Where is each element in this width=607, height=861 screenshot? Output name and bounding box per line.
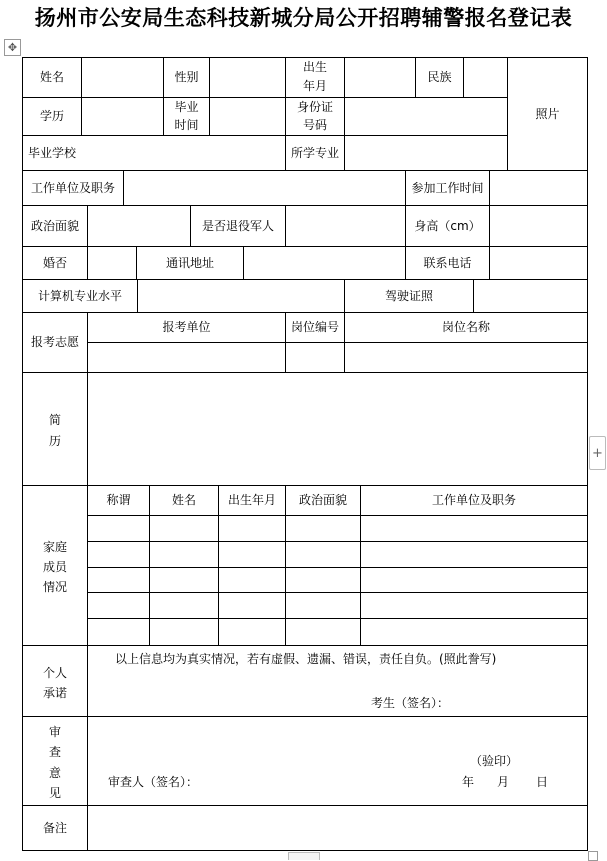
move-handle-icon[interactable]: ✥ bbox=[4, 39, 21, 56]
family-cell[interactable] bbox=[286, 516, 360, 541]
post-code-field[interactable] bbox=[286, 343, 344, 372]
plus-icon[interactable]: + bbox=[589, 436, 606, 470]
name-field[interactable] bbox=[82, 58, 163, 97]
label-post-name: 岗位名称 bbox=[441, 320, 490, 334]
family-header-work: 工作单位及职务 bbox=[431, 493, 516, 507]
label-application: 报考志愿 bbox=[30, 335, 79, 349]
family-header-birth: 出生年月 bbox=[227, 493, 276, 507]
family-cell[interactable] bbox=[361, 516, 587, 541]
work-unit-field[interactable] bbox=[124, 171, 405, 205]
seal-label: （验印） bbox=[470, 754, 519, 768]
ethnicity-field[interactable] bbox=[464, 58, 507, 97]
label-resume-1: 简 bbox=[48, 412, 61, 427]
label-promise-1: 个人 bbox=[42, 665, 67, 680]
id-number-field[interactable] bbox=[345, 98, 507, 135]
phone-field[interactable] bbox=[490, 247, 587, 279]
date-month-label: 月 bbox=[497, 775, 510, 789]
label-graduate-1: 毕业 bbox=[174, 99, 199, 114]
family-cell[interactable] bbox=[219, 542, 285, 567]
family-cell[interactable] bbox=[219, 568, 285, 592]
license-field[interactable] bbox=[474, 280, 587, 312]
family-cell[interactable] bbox=[150, 619, 218, 645]
reviewer-signature-label: 审查人（签名）： bbox=[108, 775, 199, 789]
label-family-1: 家庭 bbox=[42, 539, 67, 554]
label-computer: 计算机专业水平 bbox=[37, 288, 122, 303]
label-major: 所学专业 bbox=[290, 145, 339, 160]
family-cell[interactable] bbox=[286, 568, 360, 592]
family-cell[interactable] bbox=[219, 593, 285, 618]
family-cell[interactable] bbox=[361, 593, 587, 618]
label-review-2: 查 bbox=[48, 744, 61, 759]
promise-text: 以上信息均为真实情况，若有虚假、遗漏、错误，责任自负。(照此誊写) bbox=[115, 652, 497, 666]
graduation-time-field[interactable] bbox=[210, 98, 285, 135]
label-id-2: 号码 bbox=[302, 117, 327, 132]
height-field[interactable] bbox=[490, 206, 587, 246]
table-line bbox=[22, 645, 588, 646]
veteran-field[interactable] bbox=[286, 206, 405, 246]
label-birth-1: 出生 bbox=[302, 60, 327, 74]
label-resume-2: 历 bbox=[48, 433, 61, 448]
table-line bbox=[22, 850, 588, 851]
label-promise-2: 承诺 bbox=[42, 685, 67, 700]
family-cell[interactable] bbox=[88, 593, 149, 618]
family-cell[interactable] bbox=[88, 568, 149, 592]
school-field[interactable] bbox=[82, 136, 285, 170]
table-line bbox=[22, 716, 588, 717]
family-cell[interactable] bbox=[150, 516, 218, 541]
resize-handle-icon[interactable] bbox=[588, 851, 598, 861]
education-field[interactable] bbox=[82, 98, 163, 135]
label-veteran: 是否退役军人 bbox=[201, 218, 274, 233]
marital-field[interactable] bbox=[88, 247, 136, 279]
family-header-political: 政治面貌 bbox=[298, 493, 347, 507]
label-education: 学历 bbox=[39, 109, 64, 123]
remarks-field[interactable] bbox=[88, 806, 587, 850]
major-field[interactable] bbox=[345, 136, 507, 170]
gender-field[interactable] bbox=[210, 58, 285, 97]
label-political: 政治面貌 bbox=[30, 218, 79, 233]
family-cell[interactable] bbox=[150, 593, 218, 618]
family-cell[interactable] bbox=[88, 619, 149, 645]
table-line bbox=[587, 57, 588, 851]
label-name: 姓名 bbox=[39, 70, 64, 84]
family-cell[interactable] bbox=[88, 542, 149, 567]
label-school: 毕业学校 bbox=[27, 145, 76, 160]
computer-field[interactable] bbox=[138, 280, 344, 312]
political-field[interactable] bbox=[88, 206, 190, 246]
label-height: 身高（cm） bbox=[414, 218, 481, 233]
work-start-field[interactable] bbox=[490, 171, 587, 205]
label-graduate-2: 时间 bbox=[174, 117, 199, 132]
family-cell[interactable] bbox=[361, 542, 587, 567]
label-gender: 性别 bbox=[174, 70, 199, 84]
family-cell[interactable] bbox=[361, 568, 587, 592]
label-remarks: 备注 bbox=[42, 820, 67, 835]
date-year-label: 年 bbox=[462, 775, 475, 789]
birth-field[interactable] bbox=[345, 58, 415, 97]
family-header-name: 姓名 bbox=[171, 493, 196, 507]
label-family-2: 成员 bbox=[42, 559, 67, 574]
address-field[interactable] bbox=[244, 247, 405, 279]
apply-unit-field[interactable] bbox=[88, 343, 285, 372]
candidate-signature-field[interactable] bbox=[460, 692, 580, 714]
label-work-unit: 工作单位及职务 bbox=[30, 180, 115, 195]
label-license: 驾驶证照 bbox=[384, 288, 433, 303]
family-cell[interactable] bbox=[150, 542, 218, 567]
label-family-3: 情况 bbox=[42, 579, 67, 594]
label-id-1: 身份证 bbox=[296, 99, 333, 114]
family-header-relation: 称谓 bbox=[106, 493, 131, 507]
family-cell[interactable] bbox=[286, 593, 360, 618]
family-cell[interactable] bbox=[286, 542, 360, 567]
label-ethnicity: 民族 bbox=[427, 70, 452, 84]
label-review-3: 意 bbox=[48, 765, 61, 780]
label-apply-unit: 报考单位 bbox=[162, 320, 211, 334]
post-name-field[interactable] bbox=[345, 343, 587, 372]
family-cell[interactable] bbox=[88, 516, 149, 541]
resume-field[interactable] bbox=[88, 373, 587, 485]
family-cell[interactable] bbox=[219, 516, 285, 541]
label-address: 通讯地址 bbox=[165, 255, 214, 270]
label-phone: 联系电话 bbox=[423, 255, 472, 270]
label-marital: 婚否 bbox=[42, 255, 67, 270]
label-review-4: 见 bbox=[48, 785, 61, 800]
form-title: 扬州市公安局生态科技新城分局公开招聘辅警报名登记表 bbox=[34, 5, 573, 30]
label-post-code: 岗位编号 bbox=[290, 320, 339, 334]
family-cell[interactable] bbox=[219, 619, 285, 645]
family-cell[interactable] bbox=[150, 568, 218, 592]
candidate-signature-label: 考生（签名）： bbox=[371, 696, 450, 710]
label-birth-2: 年月 bbox=[302, 79, 327, 93]
label-review-1: 审 bbox=[48, 724, 61, 739]
label-photo[interactable]: 照片 bbox=[535, 106, 560, 121]
reviewer-signature-field[interactable] bbox=[210, 770, 450, 795]
family-cell[interactable] bbox=[361, 619, 587, 645]
label-work-start: 参加工作时间 bbox=[411, 180, 484, 195]
family-cell[interactable] bbox=[286, 619, 360, 645]
date-day-label: 日 bbox=[536, 775, 549, 789]
